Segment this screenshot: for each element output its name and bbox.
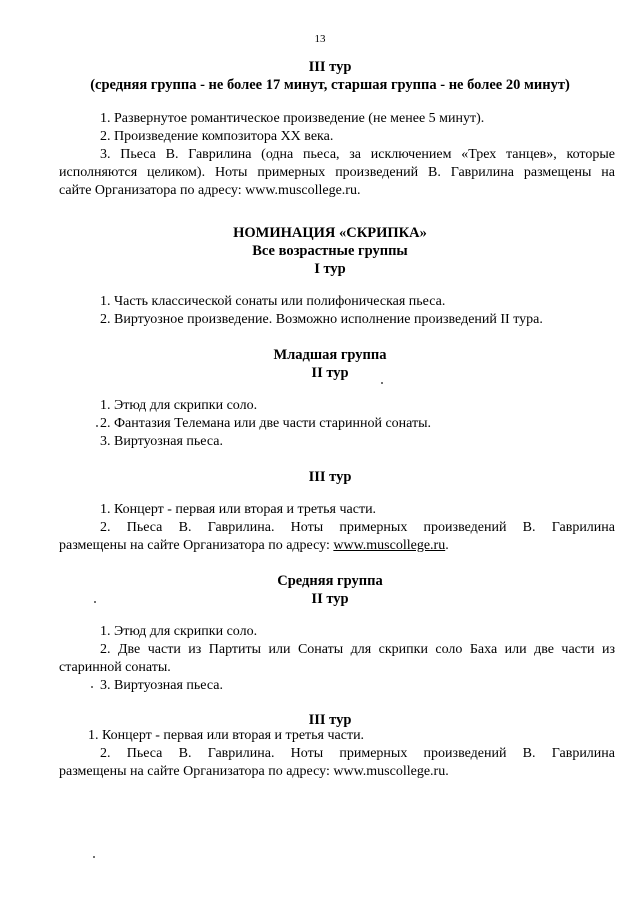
tour1-heading: I тур: [314, 261, 346, 277]
list-item-continued: размещены на сайте Организатора по адресу: www.muscollege.ru.: [59, 764, 449, 779]
list-item-continued: сайте Организатора по адресу: www.muscollege.ru.: [59, 183, 361, 198]
scan-speck: [93, 856, 95, 858]
muscollege-link[interactable]: www.muscollege.ru: [333, 538, 446, 553]
list-item: 2. Виртуозное произведение. Возможно исполнение произведений II тура.: [100, 312, 543, 327]
middle-tour2-heading: II тур: [311, 591, 349, 607]
list-item: 2. Произведение композитора XX века.: [100, 129, 334, 144]
scan-speck: [96, 425, 98, 427]
list-item: 2. Фантазия Телемана или две части старинной сонаты.: [100, 416, 432, 431]
list-item: 1. Часть классической сонаты или полифоническая пьеса.: [100, 294, 446, 309]
list-item-continued: исполняются целиком). Ноты примерных произведений В. Гаврилина размещены на: [59, 165, 615, 180]
nomination-heading: НОМИНАЦИЯ «СКРИПКА»: [233, 225, 427, 241]
period-text: .: [445, 538, 449, 553]
list-item: 3. Виртуозная пьеса.: [100, 678, 223, 693]
scan-speck: [381, 382, 383, 384]
list-item-continued: старинной сонаты.: [59, 660, 171, 675]
middle-tour3-heading: III тур: [308, 712, 352, 728]
scan-speck: [94, 601, 96, 603]
age-groups-heading: Все возрастные группы: [252, 243, 408, 259]
list-item: 2. Две части из Партиты или Сонаты для скрипки соло Баха или две части из: [100, 642, 615, 657]
section-heading-tour3: III тур: [308, 59, 352, 75]
list-item: 1. Развернутое романтическое произведение (не менее 5 минут).: [100, 111, 485, 126]
list-item: 3. Пьеса В. Гаврилина (одна пьеса, за исключением «Трех танцев», которые: [100, 147, 615, 162]
list-item: 1. Концерт - первая или вторая и третья части.: [88, 728, 365, 743]
address-text: размещены на сайте Организатора по адресу:: [59, 538, 334, 553]
list-item-continued: [59, 537, 615, 555]
section-subheading-time-limits: (средняя группа - не более 17 минут, старшая группа - не более 20 минут): [90, 77, 570, 93]
junior-group-heading: Младшая группа: [273, 347, 387, 363]
list-item: 2. Пьеса В. Гаврилина. Ноты примерных произведений В. Гаврилина: [100, 520, 615, 535]
list-item: 3. Виртуозная пьеса.: [100, 434, 223, 449]
list-item: 1. Этюд для скрипки соло.: [100, 624, 258, 639]
junior-tour2-heading: II тур: [311, 365, 349, 381]
list-item: 2. Пьеса В. Гаврилина. Ноты примерных произведений В. Гаврилина: [100, 746, 615, 761]
scan-speck: [91, 686, 93, 688]
list-item: 1. Концерт - первая или вторая и третья части.: [100, 502, 377, 517]
list-item: 1. Этюд для скрипки соло.: [100, 398, 258, 413]
page-number: 13: [314, 33, 326, 45]
middle-group-heading: Средняя группа: [277, 573, 383, 589]
junior-tour3-heading: III тур: [308, 469, 352, 485]
